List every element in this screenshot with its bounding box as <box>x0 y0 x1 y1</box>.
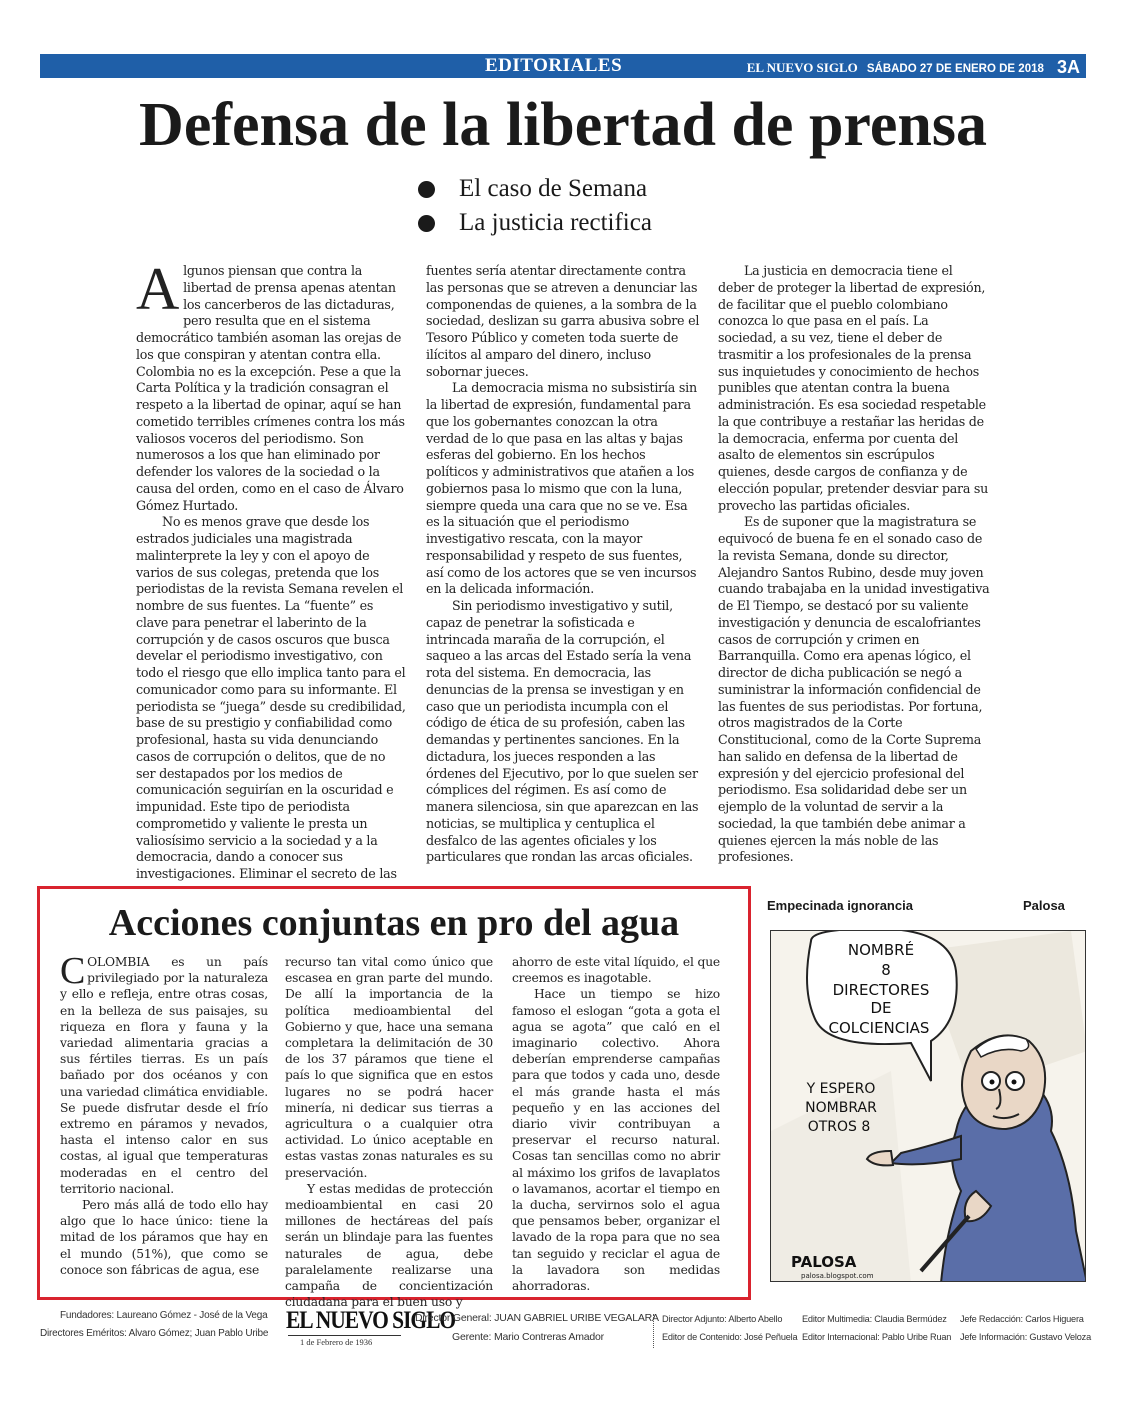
paragraph: COLOMBIA es un país privilegiado por la naturaleza y ello e refleja, entre otras cosas, en la belleza de sus paisajes, su riqueza en flora y fauna y la variedad alimentaria gracias a sus fértiles tierras. Es un país bañado por dos océanos y con una variedad climática envidiable. Se puede disfrutar desde el frío extremo en páramos y nevados, hasta el intenso calor en sus costas, al igual que temperaturas moderadas en el centro del territorio nacional. <box>60 950 268 1196</box>
issue-date: SÁBADO 27 DE ENERO DE 2018 <box>866 63 1044 75</box>
paragraph: recurso tan vital como único que escasea en gran parte del mundo. De allí la importancia de la política medioambiental del Gobierno y que, hace una semana completara la delimitación de 30 de los 37 páramos que tiene el país lo que significa que en estos lugares no se podrá hacer minería, ni dedicar sus tierras a agricultura o a cualquier otra actividad. Lo único aceptable en estas vastas zonas naturales es su preservación. <box>285 955 493 1180</box>
editorial-column-1 <box>136 256 408 883</box>
water-column-1 <box>60 950 268 1278</box>
manager: Gerente: Mario Contreras Amador <box>452 1331 604 1343</box>
bubble-text: DE <box>870 999 892 1017</box>
water-column-2 <box>285 954 493 1310</box>
newspaper-logo: EL NUEVO SIGLO <box>286 1307 456 1334</box>
divider <box>653 1314 654 1348</box>
cartoonist-signature: PALOSA <box>791 1253 857 1271</box>
cartoon-author: Palosa <box>1023 898 1065 913</box>
paragraph: Y estas medidas de protección medioambiental en casi 20 millones de hectáreas del país serán un blindaje para las fuentes naturales de agua, debe paralelamente realizarse una campaña de concientización ciudadana para el buen uso y <box>285 1181 493 1310</box>
kicker-text: La justicia rectifica <box>459 209 652 236</box>
information-chief: Jefe Información: Gustavo Veloza <box>960 1332 1091 1342</box>
international-editor: Editor Internacional: Pablo Uribe Ruan <box>802 1332 952 1342</box>
paragraph: La justicia en democracia tiene el deber de proteger la libertad de expresión, de facilitar que el pueblo colombiano conozca lo que pasa en el país. La sociedad, a su vez, tiene el deber de trasmitir a los profesionales de la prensa sus inquietudes y conocimiento de hechos punibles que atentan contra la buena administración. Es esa sociedad respetable la que contribuye a restañar las heridas de la democracia, enferma por cuenta del asalto de elementos sin escrúpulos quienes, desde cargos de confianza y de elección popular, pretender desviar para su provecho las partidas oficiales. <box>718 263 989 513</box>
multimedia-editor: Editor Multimedia: Claudia Bermúdez <box>802 1314 947 1324</box>
paragraph: Algunos piensan que contra la libertad de prensa apenas atentan los cancerberos de las dictaduras, pero resulta que en el sistema democrático también asoman las orejas de los que conspiran y atentan contra ella. Colombia no es la excepción. Pese a que la Carta Política y la tradición consagran el respeto a la libertad de opinar, aquí se han cometido terribles crímenes contra los más valiosos voceros del periodismo. Son numerosos a los que han eliminado por defender los valores de la sociedad o la causa del orden, como en el caso de Álvaro Gómez Hurtado. <box>136 256 405 513</box>
main-headline: Defensa de la libertad de prensa <box>139 91 987 159</box>
page-number: 3A <box>1056 57 1080 77</box>
bubble-text: OTROS 8 <box>807 1119 871 1135</box>
masthead-footer <box>0 1306 1125 1356</box>
kicker-item <box>418 206 652 240</box>
content-editor: Editor de Contenido: José Peñuela <box>662 1332 798 1342</box>
cartoon-drawing <box>771 931 1086 1282</box>
bullet-icon <box>418 181 435 198</box>
adjunct-director: Director Adjunto: Alberto Abello <box>662 1314 783 1324</box>
water-headline: Acciones conjuntas en pro del agua <box>108 902 680 944</box>
section-header-bar <box>40 54 1086 78</box>
paper-name: EL NUEVO SIGLO <box>746 60 858 75</box>
paragraph: Hace un tiempo se hizo famoso el eslogan “gota a gota el agua se agota” que caló en el imaginario colectivo. Ahora deberían emprenderse campañas para que todos y cada uno, desde el más grande hasta el más pequeño y en las acciones del diario vivir contribuyan a preservar el recurso natural. Cosas tan sencillas como no abrir al máximo los grifos de lavaplatos o lavamanos, acortar el tiempo en la ducha, servirnos solo el agua que pensamos beber, organizar el lavado de la ropa para que no sea tan seguido y reciclar el agua de la lavadora son medidas ahorradoras. <box>512 987 720 1294</box>
newsroom-chief: Jefe Redacción: Carlos Higuera <box>960 1314 1084 1324</box>
kicker-text: El caso de Semana <box>459 175 648 202</box>
paragraph: Sin periodismo investigativo y sutil, capaz de penetrar la sofisticada e intrincada maraña de la corrupción, el saqueo a las arcas del Estado sería la vena rota del sistema. En democracia, las denuncias de la prensa se investigan y en caso que un periodista incumpla con el código de ética de su profesión, caben las demandas y pertinentes sanciones. En la dictadura, los jueces responden a las órdenes del Ejecutivo, por lo que suelen ser cómplices del régimen. Es así como de manera silenciosa, sin que aparezcan en las noticias, se multiplica y centuplica el desfalco de las agentes oficiales y los particulares que rondan las arcas oficiales. <box>426 598 699 865</box>
paragraph: Es de suponer que la magistratura se equivocó de buena fe en el sonado caso de la revista Semana, donde su director, Alejandro Santos Rubino, desde muy joven cuando trabajaba en la unidad investigativa de El Tiempo, se destacó por su valiente investigación y denuncia de escalofriantes casos de corrupción y crimen en Barranquilla. Como era apenas lógico, el director de dicha publicación se negó a suministrar la información confidencial de las fuentes de sus periodistas. Por fortuna, otros magistrados de la Corte Constitucional, como de la Corte Suprema han salido en defensa de la libertad de expresión y del ejercicio profesional del periodismo. Esa solidaridad debe ser un ejemplo de la voluntad de servir a la sociedad, la que también debe animar a quienes ejercen la más noble de las profesiones. <box>718 514 990 865</box>
bubble-text: COLCIENCIAS <box>828 1019 930 1037</box>
header-right <box>747 56 1080 77</box>
general-director: Director General: JUAN GABRIEL URIBE VEGALARA <box>415 1312 659 1324</box>
kicker-item <box>418 172 652 206</box>
cartoon-title: Empecinada ignorancia <box>767 898 913 913</box>
kicker-list <box>418 172 652 240</box>
founding-date: 1 de Febrero de 1936 <box>300 1337 373 1347</box>
founders: Fundadores: Laureano Gómez - José de la Vega <box>60 1310 268 1321</box>
emeritus-directors: Directores Eméritos: Alvaro Gómez; Juan Pablo Uribe <box>40 1328 269 1339</box>
paragraph: ahorro de este vital líquido, el que creemos es inagotable. <box>512 955 720 986</box>
bubble-text: Y ESPERO <box>806 1081 876 1097</box>
editorial-column-3 <box>718 263 990 866</box>
section-name: EDITORIALES <box>485 55 623 76</box>
editorial-column-2 <box>426 263 701 866</box>
bubble-two <box>805 1081 877 1135</box>
paragraph: Pero más allá de todo ello hay algo que lo hace único: tiene la mitad de los páramos que hay en el mundo (51%), que como se conoce son fábricas de agua, ese <box>60 1198 268 1277</box>
bullet-icon <box>418 215 435 232</box>
bubble-text: DIRECTORES <box>832 981 930 999</box>
bubble-text: 8 <box>881 961 891 979</box>
cartoon-illustration <box>770 930 1086 1282</box>
cartoonist-blog: palosa.blogspot.com <box>801 1272 874 1280</box>
water-column-3 <box>512 954 720 1294</box>
paragraph: No es menos grave que desde los estrados judiciales una magistrada malinterprete la ley y con el apoyo de varios de sus colegas, pretenda que los periodistas de la revista Semana revelen el nombre de sus fuentes. La “fuente” es clave para penetrar el laberinto de la corrupción y de casos oscuros que busca develar el periodismo investigativo, con todo el riesgo que ello implica tanto para el comunicador como para su informante. El periodista se “juega” desde su credibilidad, base de su prestigio y confiabilidad como profesional, hasta su vida denunciando casos de corrupción o delitos, que de no ser destapados por los medios de comunicación seguirían en la oscuridad e impunidad. Este tipo de periodista comprometido y valiente le presta un valiosísimo servicio a la sociedad y a la democracia, dando a conocer sus investigaciones. Eliminar el secreto de las <box>136 514 406 881</box>
bubble-text: NOMBRÉ <box>847 941 915 959</box>
drop-cap: A <box>136 256 180 322</box>
water-editorial-box <box>37 886 751 1310</box>
drop-cap: C <box>60 950 86 992</box>
paragraph: La democracia misma no subsistiría sin la libertad de expresión, fundamental para que los gobernantes conozcan la otra verdad de lo que pasa en las altas y bajas esferas del gobierno. En los hechos políticos y administrativos que atañen a los gobiernos pasa lo mismo que con la luna, siempre queda una cara que no se ve. Esa es la situación que el periodismo investigativo rescata, con la mayor responsabilidad y respeto de sus fuentes, así como de los actores que se ven incursos en la delicada información. <box>426 380 697 597</box>
paragraph: fuentes sería atentar directamente contra las personas que se atreven a denunciar las componendas de quienes, a la sombra de la sociedad, deslizan su garra abusiva sobre el Tesoro Público y cometen toda suerte de ilícitos al amparo del dinero, incluso sobornar jueces. <box>426 263 700 379</box>
logo-underline <box>288 1335 401 1336</box>
bubble-text: NOMBRAR <box>805 1100 877 1116</box>
